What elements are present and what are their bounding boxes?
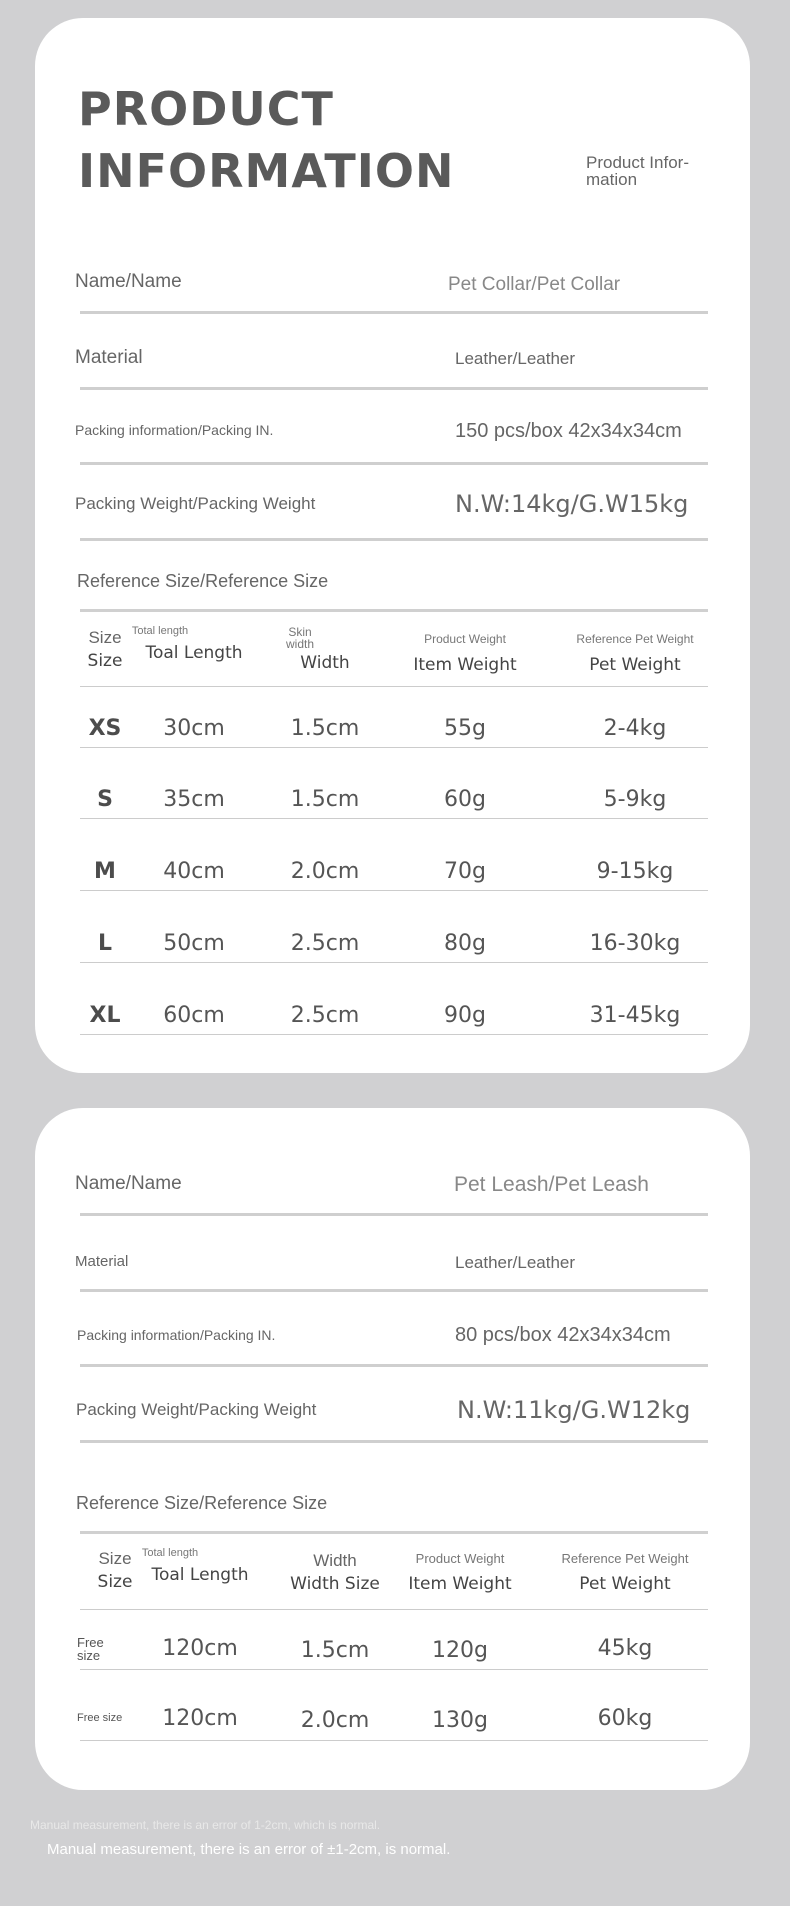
subtitle-line-1: Product Infor- [586, 153, 689, 172]
row-rule [80, 747, 708, 748]
cell-size: S [97, 787, 113, 812]
info-row-material [35, 314, 750, 390]
info-label: Packing Weight/Packing Weight [76, 1400, 317, 1419]
cell-size: Free size [77, 1635, 104, 1663]
cell-pet-weight: 31-45kg [589, 1003, 681, 1028]
header-top: Total length [141, 1547, 199, 1559]
info-row-weight [35, 1367, 750, 1443]
table-top-rule [80, 1531, 708, 1534]
row-rule [80, 890, 708, 891]
cell-width: 2.0cm [290, 859, 360, 884]
cell-width: 1.5cm [290, 787, 360, 812]
cell-item-weight: 60g [444, 787, 486, 812]
footer-note: Manual measurement, there is an error of ±1-2cm, is normal. [47, 1841, 451, 1858]
footer-note-small: Manual measurement, there is an error of 1-2cm, which is normal. [30, 1818, 381, 1832]
cell-pet-weight: 45kg [597, 1636, 653, 1661]
page-subtitle [586, 154, 726, 188]
header-width [275, 1551, 395, 1594]
cell-length: 50cm [163, 931, 225, 956]
cell-length: 40cm [163, 859, 225, 884]
cell-length: 120cm [162, 1706, 238, 1731]
cell-item-weight: 55g [444, 716, 486, 741]
header-top: Size [88, 628, 122, 647]
header-bottom: Item Weight [408, 1574, 512, 1594]
info-value: N.W:11kg/G.W12kg [457, 1396, 691, 1424]
info-row-name [35, 1140, 750, 1216]
info-value: N.W:14kg/G.W15kg [455, 490, 689, 518]
row-rule [80, 1669, 708, 1670]
info-value: 80 pcs/box 42x34x34cm [455, 1324, 671, 1346]
header-pet-weight [545, 1551, 705, 1594]
cell-length: 35cm [163, 787, 225, 812]
header-bottom: Size [97, 1572, 133, 1592]
info-label: Packing Weight/Packing Weight [75, 494, 316, 513]
subtitle-line-2: mation [586, 170, 638, 189]
cell-width: 1.5cm [300, 1638, 370, 1663]
header-item-weight [400, 632, 530, 675]
row-rule [80, 1034, 708, 1035]
header-bottom: Size [87, 651, 123, 671]
header-top: Product Weight [424, 632, 506, 646]
header-top: Reference Pet Weight [561, 1551, 689, 1566]
header-width [275, 626, 375, 673]
header-bottom: Item Weight [413, 655, 517, 675]
header-bottom: Toal Length [145, 643, 243, 663]
cell-item-weight: 130g [432, 1708, 488, 1733]
cell-size: XL [89, 1003, 121, 1028]
info-value: 150 pcs/box 42x34x34cm [455, 420, 682, 442]
info-label: Name/Name [75, 271, 182, 292]
info-label: Material [75, 347, 143, 368]
cell-width: 2.0cm [300, 1708, 370, 1733]
cell-pet-weight: 60kg [597, 1706, 653, 1731]
cell-width: 1.5cm [290, 716, 360, 741]
cell-length: 60cm [163, 1003, 225, 1028]
header-rule [80, 1609, 708, 1610]
cell-width: 2.5cm [290, 1003, 360, 1028]
header-top: Size [98, 1549, 132, 1568]
header-item-weight [395, 1551, 525, 1594]
section-title: Reference Size/Reference Size [76, 1493, 328, 1513]
cell-item-weight: 80g [444, 931, 486, 956]
header-top: Total length [131, 625, 189, 637]
header-bottom: Toal Length [151, 1565, 249, 1585]
header-pet-weight [550, 632, 720, 675]
row-divider [80, 1440, 708, 1443]
header-top: Product Weight [415, 1551, 505, 1566]
info-row-weight [35, 465, 750, 541]
header-length [130, 626, 258, 663]
header-bottom: Width [300, 653, 350, 673]
row-rule [80, 818, 708, 819]
header-bottom: Pet Weight [579, 1574, 671, 1594]
title-line-1: PRODUCT [78, 82, 334, 136]
row-rule [80, 962, 708, 963]
info-value: Pet Leash/Pet Leash [454, 1173, 649, 1196]
header-bottom: Width Size [290, 1574, 380, 1594]
cell-size: M [94, 859, 116, 884]
info-row-packing [35, 389, 750, 465]
cell-pet-weight: 9-15kg [596, 859, 674, 884]
cell-length: 120cm [162, 1636, 238, 1661]
info-value: Leather/Leather [455, 349, 576, 368]
cell-width: 2.5cm [290, 931, 360, 956]
info-value: Leather/Leather [455, 1253, 576, 1272]
info-row-packing [35, 1291, 750, 1367]
info-label: Material [75, 1253, 129, 1270]
header-top: Width [313, 1551, 357, 1570]
header-bottom: Pet Weight [589, 655, 681, 675]
info-label: Name/Name [75, 1173, 182, 1194]
header-rule [80, 686, 708, 687]
cell-size: Free size [77, 1712, 123, 1724]
collar-info-card [35, 18, 750, 1073]
row-rule [80, 1740, 708, 1741]
cell-pet-weight: 16-30kg [589, 931, 681, 956]
header-length [140, 1548, 260, 1585]
cell-size: L [97, 931, 113, 956]
header-top: Reference Pet Weight [576, 632, 694, 646]
info-row-name [35, 238, 750, 314]
info-row-material [35, 1216, 750, 1292]
info-label: Packing information/Packing IN. [75, 422, 274, 438]
cell-item-weight: 90g [444, 1003, 486, 1028]
page-title [78, 78, 454, 202]
cell-pet-weight: 5-9kg [603, 787, 667, 812]
header-top: Skin width [285, 625, 314, 651]
section-title: Reference Size/Reference Size [77, 571, 329, 591]
cell-item-weight: 70g [444, 859, 486, 884]
cell-item-weight: 120g [432, 1638, 488, 1663]
table-top-rule [80, 609, 708, 612]
cell-length: 30cm [163, 716, 225, 741]
info-label: Packing information/Packing IN. [77, 1327, 276, 1343]
cell-pet-weight: 2-4kg [603, 716, 667, 741]
title-line-2: INFORMATION [78, 144, 455, 198]
cell-size: XS [88, 716, 122, 741]
leash-info-card [35, 1108, 750, 1790]
info-value: Pet Collar/Pet Collar [448, 274, 621, 295]
row-divider [80, 538, 708, 541]
